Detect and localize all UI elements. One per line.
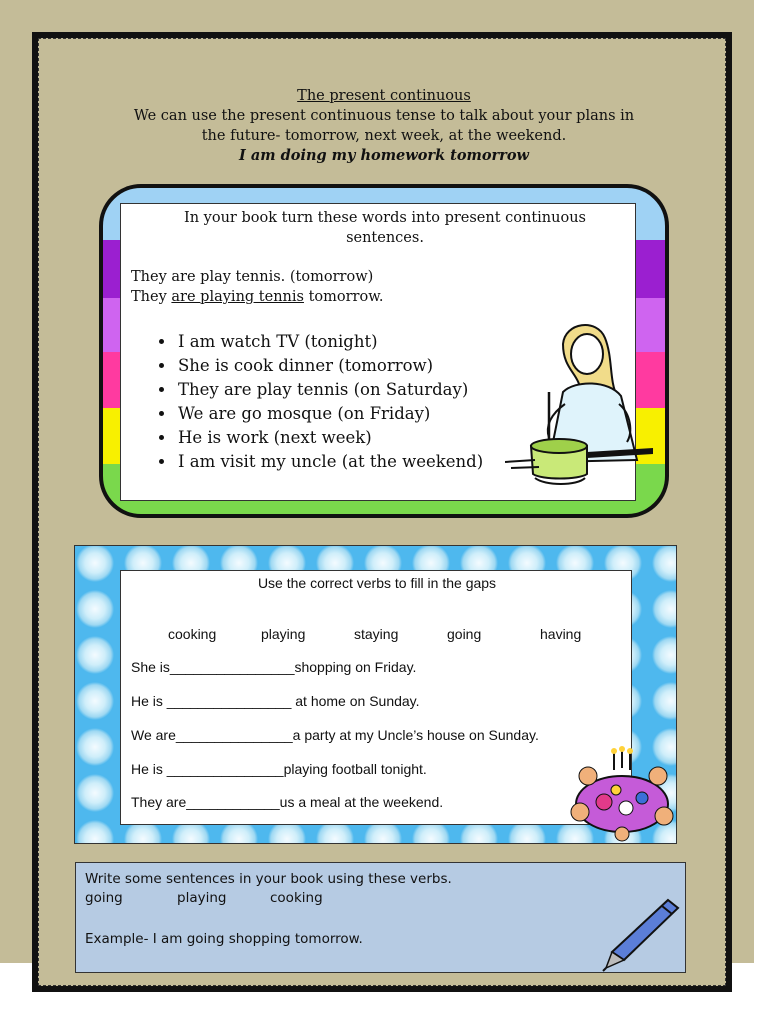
pen-icon [602, 896, 682, 972]
example-answer-underlined: are playing tennis [171, 289, 304, 305]
gap-sentence: She is________________shopping on Friday. [131, 659, 417, 675]
intro-line-1: We can use the present continuous tense to talk about your plans in [133, 108, 635, 124]
party-clipart-icon [566, 746, 678, 842]
example-prompt: They are play tennis. (tomorrow) [131, 269, 374, 285]
list-item: • We are go mosque (on Friday) [176, 402, 483, 426]
instruction-line-2: sentences. [346, 230, 424, 246]
verb-option: having [540, 626, 582, 642]
page-title: The present continuous [297, 88, 471, 104]
writing-verb: playing [177, 890, 227, 906]
writing-task-panel [75, 862, 686, 973]
writing-verb: going [85, 890, 123, 906]
writing-verb: cooking [270, 890, 323, 906]
list-item: • He is work (next week) [176, 426, 483, 450]
verb-option: going [447, 626, 482, 642]
intro-block [60, 86, 708, 166]
list-item: • She is cook dinner (tomorrow) [176, 354, 483, 378]
list-item: • They are play tennis (on Saturday) [176, 378, 483, 402]
exercise-2-title: Use the correct verbs to fill in the gaps [257, 575, 497, 591]
exercise-1-example [131, 267, 551, 307]
verb-option: cooking [168, 626, 217, 642]
example-answer [131, 287, 551, 307]
writing-instruction: Write some sentences in your book using these verbs. [85, 871, 452, 887]
exercise-1-instruction [150, 208, 620, 248]
writing-example: Example- I am going shopping tomorrow. [85, 931, 363, 947]
list-item: • I am watch TV (tonight) [176, 330, 483, 354]
list-item: • I am visit my uncle (at the weekend) [176, 450, 483, 474]
gap-sentence: They are____________us a meal at the weekend. [131, 794, 444, 810]
cook-clipart-icon [505, 314, 655, 492]
verb-option: playing [261, 626, 306, 642]
exercise-1-list [152, 330, 483, 474]
intro-line-2: the future- tomorrow, next week, at the weekend. [201, 128, 567, 144]
instruction-line-1: In your book turn these words into present continuous [183, 210, 586, 226]
gap-sentence: He is ________________ at home on Sunday. [131, 693, 420, 709]
gap-sentence: We are_______________a party at my Uncle’s house on Sunday. [131, 727, 539, 743]
exercise-2-card [120, 570, 632, 825]
example-answer-start: They [131, 289, 172, 305]
gap-sentence: He is _______________playing football tonight. [131, 761, 427, 777]
example-answer-end: tomorrow. [303, 289, 384, 305]
intro-example: I am doing my homework tomorrow [239, 147, 529, 164]
verb-option: staying [354, 626, 399, 642]
